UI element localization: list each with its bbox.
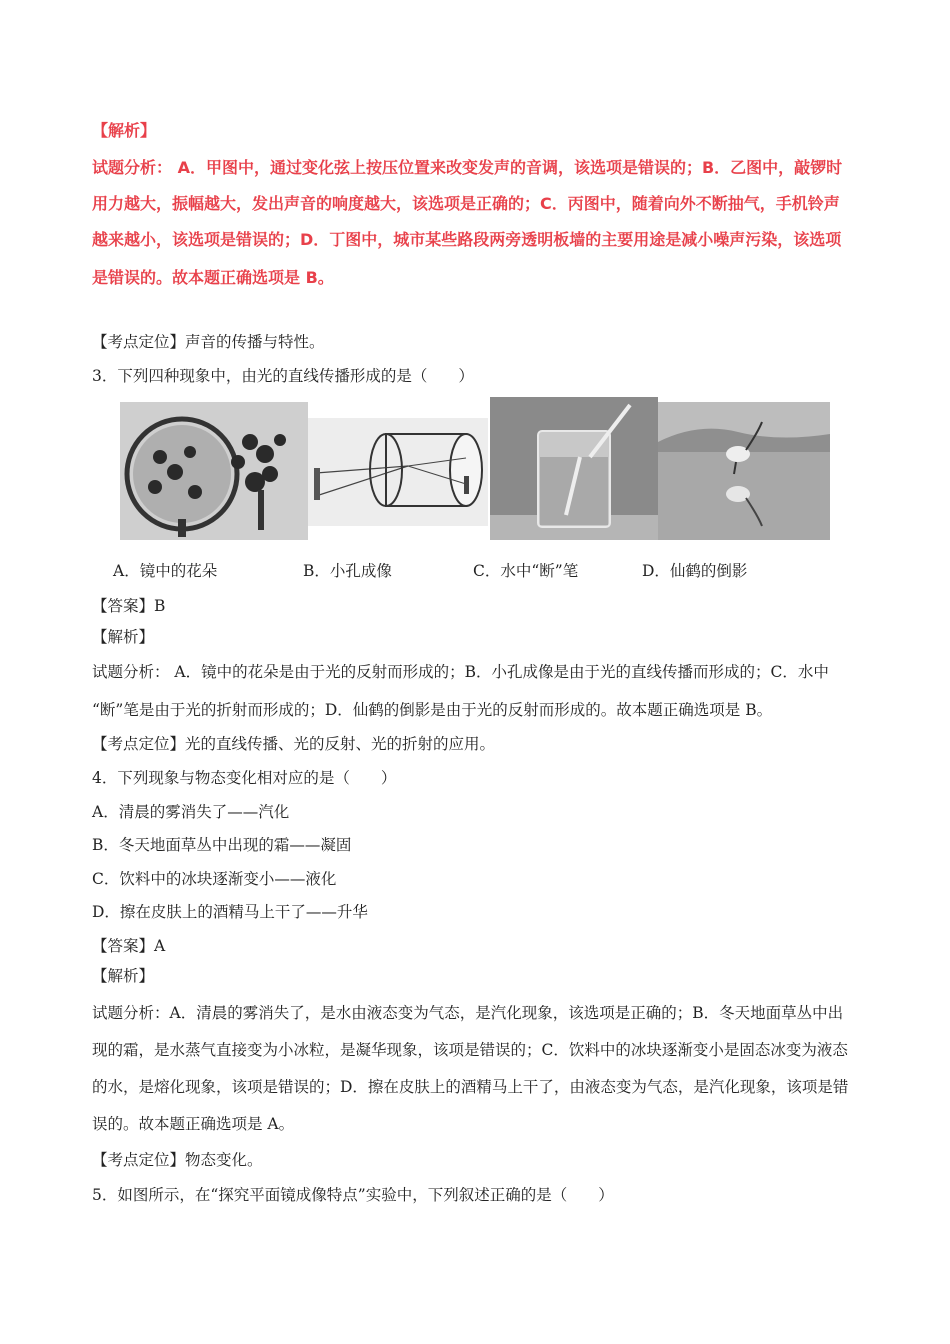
option-d: D．仙鹤的倒影 xyxy=(642,562,748,580)
kaodian-line: 【考点定位】光的直线传播、光的反射、光的折射的应用。 xyxy=(92,735,496,753)
analysis-line: 误的。故本题正确选项是 A。 xyxy=(92,1115,295,1133)
option-a: A．清晨的雾消失了——汽化 xyxy=(92,803,290,821)
analysis-line: 试题分析： A．镜中的花朵是由于光的反射而形成的；B．小孔成像是由于光的直线传播而形成的；C．水中 xyxy=(92,663,829,681)
kaodian-line: 【考点定位】物态变化。 xyxy=(92,1151,263,1169)
analysis-line: 用力越大，振幅越大，发出声音的响度越大，该选项是正确的；C．丙图中，随着向外不断抽气，手机铃声 xyxy=(92,194,840,213)
analysis-line: “断”笔是由于光的折射而形成的；D．仙鹤的倒影是由于光的反射而形成的。故本题正确选项是 B。 xyxy=(92,701,773,719)
option-d: D．擦在皮肤上的酒精马上干了——升华 xyxy=(92,903,368,921)
answer-line: 【答案】B xyxy=(92,597,166,615)
kaodian-line: 【考点定位】声音的传播与特性。 xyxy=(92,333,325,351)
question-stem: 5．如图所示，在“探究平面镜成像特点”实验中，下列叙述正确的是（ ） xyxy=(92,1186,614,1204)
jiexi-header: 【解析】 xyxy=(92,628,155,646)
question-stem: 4．下列现象与物态变化相对应的是（ ） xyxy=(92,769,397,787)
analysis-line: 的水，是熔化现象，该项是错误的；D．擦在皮肤上的酒精马上干了，由液态变为气态，是汽化现象，该项是错 xyxy=(92,1078,849,1096)
mirror-flower-image xyxy=(120,402,308,540)
pinhole-image xyxy=(308,418,488,526)
option-b: B．小孔成像 xyxy=(303,562,392,580)
analysis-line: 现的霜，是水蒸气直接变为小冰粒，是凝华现象，该项是错误的；C．饮料中的冰块逐渐变小是固态冰变为液态 xyxy=(92,1041,848,1059)
analysis-line: 试题分析：A．清晨的雾消失了，是水由液态变为气态，是汽化现象，该选项是正确的；B．冬天地面草丛中出 xyxy=(92,1004,844,1022)
option-a: A．镜中的花朵 xyxy=(113,562,218,580)
analysis-line: 是错误的。故本题正确选项是 B。 xyxy=(92,268,334,287)
broken-pen-image xyxy=(490,397,658,540)
analysis-line: 试题分析： A．甲图中，通过变化弦上按压位置来改变发声的音调，该选项是错误的；B．乙图中，敲锣时 xyxy=(92,158,843,177)
crane-reflection-image xyxy=(658,402,830,540)
option-b: B．冬天地面草丛中出现的霜——凝固 xyxy=(92,836,352,854)
question-stem: 3．下列四种现象中，由光的直线传播形成的是（ ） xyxy=(92,367,474,385)
jiexi-header: 【解析】 xyxy=(92,121,157,140)
analysis-line: 越来越小，该选项是错误的；D．丁图中，城市某些路段两旁透明板墙的主要用途是减小噪声污染，该选项 xyxy=(92,230,842,249)
answer-line: 【答案】A xyxy=(92,937,166,955)
option-c: C．饮料中的冰块逐渐变小——液化 xyxy=(92,870,337,888)
option-c: C．水中“断”笔 xyxy=(473,562,579,580)
jiexi-header: 【解析】 xyxy=(92,967,155,985)
